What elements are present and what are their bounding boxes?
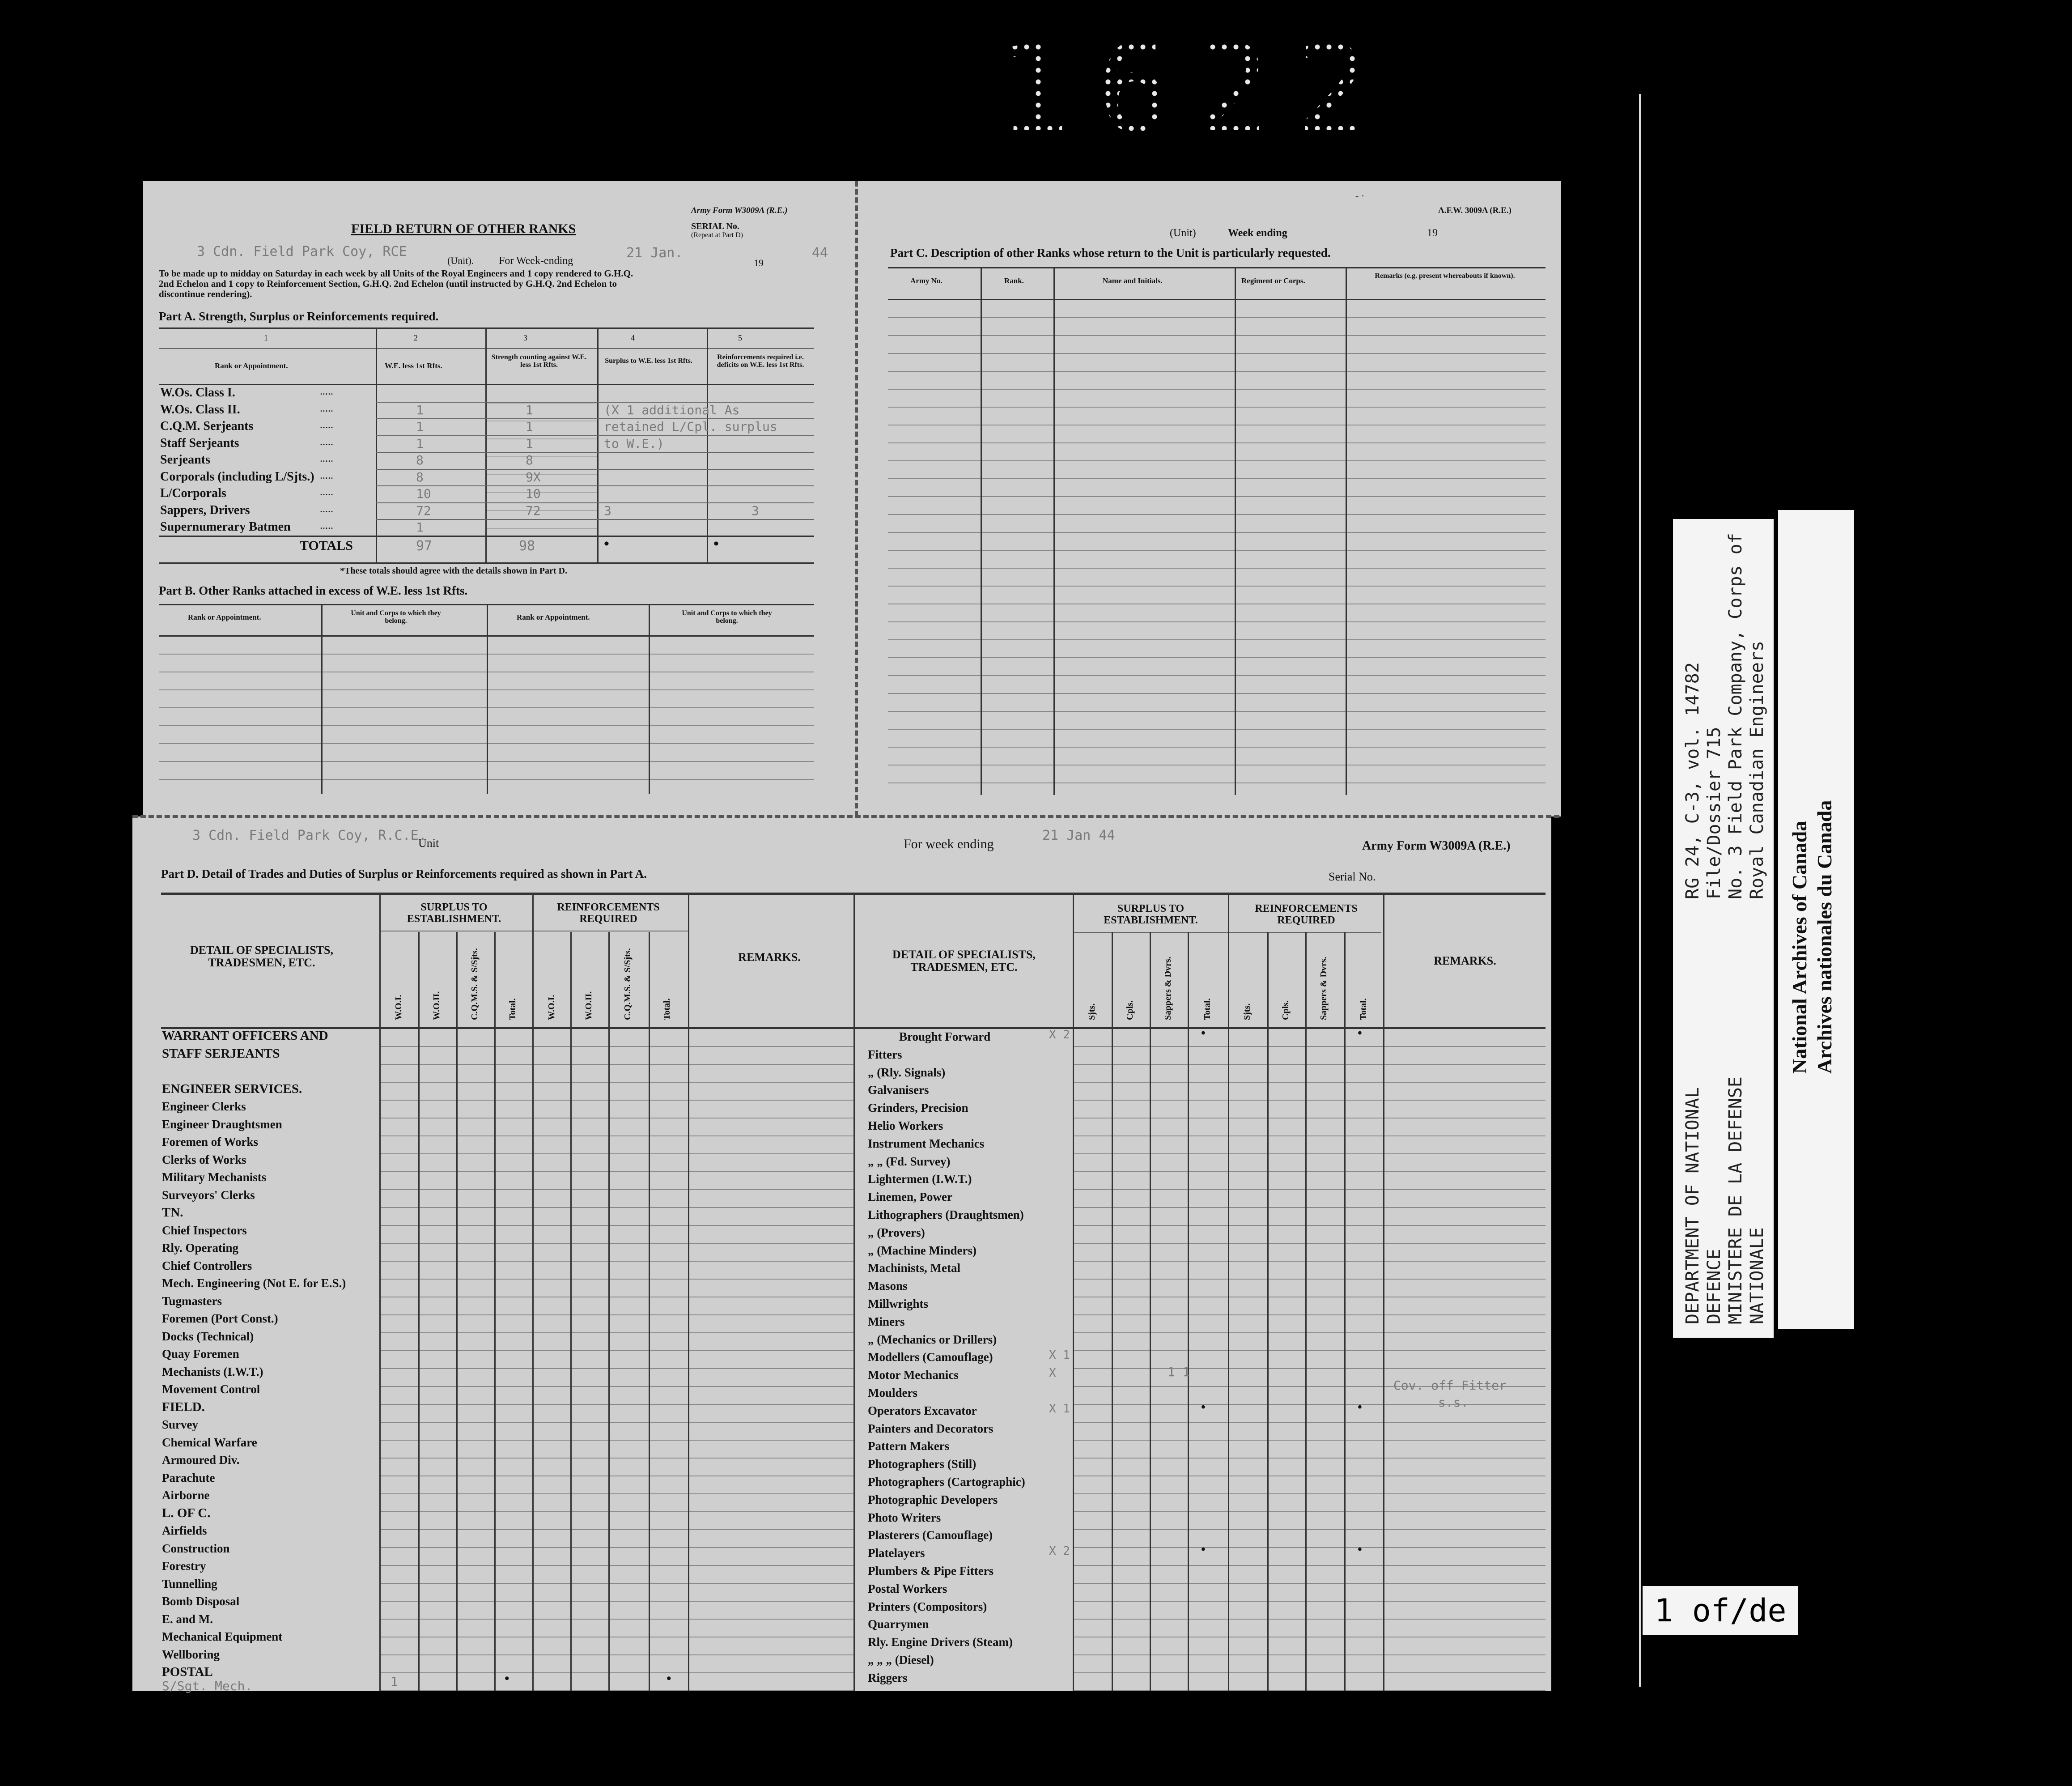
leader-dots: ..... (320, 436, 333, 448)
part-d-left-typed-last: S/Sgt. Mech. (162, 1679, 253, 1693)
part-a-reinf: 3 (752, 503, 759, 518)
part-c-head-rank: Rank. (1004, 276, 1024, 285)
part-d-right-row: Millwrights (868, 1297, 928, 1310)
part-d-left-list (162, 1027, 377, 1681)
part-d-week-label: For week ending (904, 837, 994, 851)
part-d-left-row: Foremen of Works (162, 1135, 258, 1148)
frame-number: 1622 (998, 18, 1396, 159)
part-a-col-5: 5 (738, 333, 742, 342)
part-a-surplus: 3 (604, 503, 611, 518)
part-d-left-row: Rly. Operating (162, 1241, 239, 1254)
part-d-left-row: WARRANT OFFICERS AND (162, 1029, 328, 1043)
leader-dots: ..... (320, 386, 333, 397)
part-a-total-sur: • (604, 536, 609, 552)
part-a-strength: 1 (526, 402, 533, 417)
part-d-remark-typed-1: Cov. off Fitter (1393, 1378, 1507, 1393)
part-d-left-row: Clerks of Works (162, 1152, 246, 1166)
part-d-right-row: Lightermen (I.W.T.) (868, 1172, 972, 1186)
part-d-column-rule (379, 893, 381, 1691)
part-d-right-row: Pattern Makers (868, 1439, 950, 1453)
part-d-right-row: „ (Machine Minders) (868, 1243, 977, 1257)
part-d-left-row: Engineer Draughtsmen (162, 1117, 282, 1131)
part-d-right-row: Photographic Developers (868, 1493, 998, 1506)
part-d-left-head: DETAIL OF SPECIALISTS, TRADESMEN, ETC. (190, 944, 334, 969)
part-d-left-row: Chief Inspectors (162, 1223, 247, 1237)
part-b-head-4: Unit and Corps to which they belong. (682, 609, 772, 625)
part-a-total-str: 98 (519, 538, 535, 554)
part-c-unit-label: (Unit) (1170, 227, 1196, 239)
archive-institution-text: National Archives of Canada Archives nationales du Canada (1788, 800, 1836, 1074)
part-d-right-head: DETAIL OF SPECIALISTS, TRADESMEN, ETC. (892, 948, 1036, 974)
part-b-head-1: Rank or Appointment. (188, 613, 261, 621)
part-d-right-lines (1073, 1029, 1546, 1691)
part-d-subcolumn-label: Total. (662, 998, 672, 1020)
part-d-column-rule (1150, 932, 1151, 1691)
part-d-typed-total: • (1201, 1400, 1206, 1414)
leader-dots: ..... (320, 520, 333, 532)
part-d-title: Part D. Detail of Trades and Duties of Surplus or Reinforcements required as shown in Part A. (161, 867, 647, 880)
part-d-right-row: Postal Workers (868, 1582, 947, 1595)
part-d-right-row: Machinists, Metal (868, 1261, 960, 1275)
part-a-strength: 10 (526, 486, 541, 501)
part-d-left-row: Mechanists (I.W.T.) (162, 1365, 263, 1378)
part-d-subcolumn-label: Sjts. (1087, 1003, 1097, 1020)
part-d-right-row: Masons (868, 1279, 908, 1293)
part-d-army-form: Army Form W3009A (R.E.) (1362, 839, 1511, 853)
part-a-col-4: 4 (631, 333, 635, 342)
part-d-week-typed: 21 Jan 44 (1042, 828, 1115, 843)
part-d-right-row: Photographers (Cartographic) (868, 1475, 1025, 1488)
part-d-column-rule (570, 932, 572, 1691)
part-d-subcolumn-label: Total. (1202, 998, 1212, 1020)
part-d-right-row: Printers (Compositors) (868, 1599, 987, 1613)
part-d-column-rule (1344, 932, 1346, 1691)
part-d-left-row: TN. (162, 1205, 183, 1220)
part-d-column-rule (649, 932, 650, 1691)
part-d-left-row: Tugmasters (162, 1294, 222, 1308)
part-d-typed-total: 1 1 (1168, 1365, 1190, 1380)
part-d-right-row: Grinders, Precision (868, 1101, 968, 1115)
part-d-left-row: Surveyors' Clerks (162, 1188, 255, 1202)
part-c-week-label: Week ending (1228, 227, 1287, 239)
part-d-column-rule (853, 893, 855, 1691)
part-a-title: Part A. Strength, Surplus or Reinforcements required. (159, 310, 439, 323)
part-d-right-row: „ (Mechanics or Drillers) (868, 1332, 997, 1346)
part-d-left-row: Bomb Disposal (162, 1595, 240, 1608)
part-a-bottom-rule (159, 562, 814, 564)
part-a-we: 1 (416, 419, 424, 434)
part-d-left-row: L. OF C. (162, 1505, 211, 1520)
part-d-column-rule (688, 893, 689, 1691)
serial-label: SERIAL No. (691, 221, 739, 231)
part-d-right-list (868, 1028, 1071, 1687)
army-form-ref: Army Form W3009A (R.E.) (691, 206, 788, 215)
part-d-left-row: Mechanical Equipment (162, 1630, 283, 1643)
part-a-head-we: W.E. less 1st Rfts. (385, 361, 442, 370)
part-d-column-rule (1188, 932, 1189, 1691)
part-d-column-rule (1228, 893, 1229, 1691)
part-d-left-row: Military Mechanists (162, 1170, 267, 1184)
part-d-subcolumn-label: Sjts. (1242, 1003, 1252, 1020)
part-a-we: 10 (416, 486, 431, 501)
part-d-subcolumn-label: Total. (508, 998, 518, 1020)
week-typed: 21 Jan. (626, 245, 683, 261)
part-d-left-row: Parachute (162, 1471, 215, 1484)
part-d-left-row: Docks (Technical) (162, 1329, 254, 1343)
part-d-right-row: Helio Workers (868, 1118, 943, 1132)
part-d-right-reinf-head: REINFORCEMENTS REQUIRED (1255, 903, 1358, 926)
part-d-left-row: Engineer Clerks (162, 1100, 246, 1113)
leader-dots: ..... (320, 402, 333, 414)
part-d-column-rule (1267, 932, 1269, 1691)
part-d-right-row: Photographers (Still) (868, 1457, 977, 1471)
part-d-unit-label: Unit (418, 837, 439, 850)
part-d-left-row: Construction (162, 1541, 230, 1555)
part-a-row-line (376, 502, 814, 503)
part-a-rank: Staff Serjeants (160, 436, 239, 450)
part-d-column-rule (494, 932, 496, 1691)
part-d-left-typed-1: 1 (391, 1674, 398, 1689)
part-a-we: 1 (416, 520, 424, 535)
part-d-left-lines (379, 1029, 853, 1691)
leader-dots: ..... (320, 453, 333, 464)
part-a-head-surplus: Surplus to W.E. less 1st Rfts. (605, 357, 692, 365)
part-d-typed-mark: X 1 (1049, 1348, 1070, 1362)
part-c-title: Part C. Description of other Ranks whose return to the Unit is particularly requested. (890, 246, 1331, 259)
part-d-remark-typed-2: s.s. (1438, 1395, 1469, 1410)
part-d-column-rule (456, 932, 458, 1691)
part-d-left-row: POSTAL (162, 1665, 213, 1679)
part-a-row-line (376, 452, 814, 453)
part-a-strength: 1 (526, 436, 533, 451)
part-d-left-row: Forestry (162, 1559, 206, 1573)
part-a-head-strength: Strength counting against W.E. less 1st Rfts. (491, 353, 587, 369)
part-b-vr-1 (321, 604, 323, 794)
part-c-head-army-no: Army No. (910, 276, 943, 285)
serial-note: (Repeat at Part D) (691, 231, 743, 239)
part-c-vr-3 (1235, 267, 1236, 795)
part-d-subcolumn-label: W.O.I. (394, 995, 403, 1020)
part-d-column-rule (1073, 893, 1074, 1691)
part-d-right-row: Motor Mechanics (868, 1368, 959, 1382)
part-d-left-remarks-head: REMARKS. (738, 951, 801, 964)
unit-typed: 3 Cdn. Field Park Coy, RCE (197, 244, 407, 259)
perforation-dots: - · (1355, 190, 1365, 201)
part-a-row-line (376, 402, 814, 403)
part-a-strength-hatch (487, 386, 597, 536)
part-d-subcolumn-label: Cpls. (1281, 1000, 1291, 1020)
year-typed: 44 (812, 245, 828, 261)
part-c-head-regiment: Regiment or Corps. (1241, 276, 1305, 285)
part-d-right-row: Operators Excavator (868, 1403, 977, 1417)
part-d-subcolumn-label: Total. (1359, 998, 1368, 1020)
part-d-right-remarks-head: REMARKS. (1434, 954, 1496, 967)
part-a-strength: 9X (526, 469, 541, 485)
part-a-strength: 1 (526, 419, 533, 434)
part-d-subcolumn-label: W.O.II. (432, 991, 442, 1020)
part-d-right-row: Linemen, Power (868, 1190, 952, 1204)
part-a-surplus: to W.E.) (604, 436, 664, 451)
part-a-row-line (376, 519, 814, 520)
part-a-strength: 72 (526, 503, 541, 518)
part-d-right-row: Moulders (868, 1386, 917, 1399)
week-label: For Week-ending (499, 255, 573, 267)
part-a-col-1: 1 (264, 333, 268, 342)
part-a-rank: Serjeants (160, 453, 210, 467)
part-d-left-row: Survey (162, 1418, 198, 1431)
part-d-right-row: Riggers (868, 1671, 908, 1684)
part-d-left-row: Mech. Engineering (Not E. for E.S.) (162, 1276, 346, 1290)
part-d-right-row: Instrument Mechanics (868, 1136, 985, 1150)
year-print: 19 (754, 257, 764, 268)
unit-label: (Unit). (447, 255, 474, 266)
part-d-left-row: Wellboring (162, 1647, 220, 1661)
leader-dots: ..... (320, 503, 333, 515)
part-d-subcolumn-label: Cpls. (1125, 1000, 1135, 1020)
part-d-left-reinf-head: REINFORCEMENTS REQUIRED (557, 902, 660, 925)
part-c-top-rule (888, 267, 1546, 268)
part-c-head-remarks: Remarks (e.g. present whereabouts if known). (1375, 272, 1515, 280)
leader-dots: ..... (320, 469, 333, 481)
part-d-right-row: Modellers (Camouflage) (868, 1350, 993, 1364)
part-d-column-rule (418, 932, 420, 1691)
part-d-column-rule (532, 893, 534, 1691)
part-d-left-row: Tunnelling (162, 1577, 217, 1590)
part-d-left-row: ENGINEER SERVICES. (162, 1081, 302, 1096)
part-d-right-row: Miners (868, 1314, 905, 1328)
part-a-col-3: 3 (523, 333, 527, 342)
part-d-left-row: Foremen (Port Const.) (162, 1312, 278, 1325)
part-d-column-rule (1383, 893, 1384, 1691)
part-d-right-row: „ „ „ (Diesel) (868, 1653, 934, 1667)
leader-dots: ..... (320, 486, 333, 498)
part-a-rank: Sappers, Drivers (160, 503, 250, 517)
part-d-left-row: Chemical Warfare (162, 1435, 257, 1449)
part-d-left-row: Quay Foremen (162, 1347, 239, 1361)
part-a-surplus: retained L/Cpl. surplus (604, 419, 777, 434)
part-a-totals-label: TOTALS (300, 538, 353, 553)
part-d-subcolumn-label: C.Q.M.S. & S/Sjts. (623, 948, 633, 1020)
perforation-vertical (855, 181, 858, 816)
part-a-row-line (376, 435, 814, 436)
part-d-subcolumn-label: W.O.II. (584, 991, 594, 1020)
part-d-right-row: „ (Rly. Signals) (868, 1065, 946, 1079)
part-d-right-row: Painters and Decorators (868, 1421, 994, 1435)
archive-reference-text: RG 24, C-3, vol. 14782 File/Dossier 715 No. 3 Field Park Company, Corps of Royal Canadian Engineers (1682, 533, 1767, 899)
part-d-typed-total: • (1201, 1026, 1206, 1040)
part-d-column-rule (1112, 932, 1113, 1691)
part-a-rank: Corporals (including L/Sjts.) (160, 469, 314, 484)
part-d-right-row: Lithographers (Draughtsmen) (868, 1208, 1024, 1221)
part-d-left-row: Airfields (162, 1524, 207, 1537)
part-c-lines (888, 300, 1546, 792)
part-c-vr-4 (1346, 267, 1347, 795)
part-b-vr-2 (487, 604, 488, 794)
perforation-horizontal (132, 815, 1559, 818)
part-a-we: 1 (416, 402, 424, 417)
part-d-right-row: Photo Writers (868, 1510, 941, 1524)
part-c-vr-2 (1053, 267, 1055, 795)
part-d-left-row (162, 1063, 377, 1080)
part-d-subcolumn-label: Sappers & Dvrs. (1163, 957, 1173, 1020)
afw-form-ref: A.F.W. 3009A (R.E.) (1438, 206, 1512, 215)
part-d-subcolumn-label: W.O.I. (547, 995, 556, 1020)
part-d-unit-typed: 3 Cdn. Field Park Coy, R.C.E. (192, 828, 427, 843)
film-edge-line (1639, 94, 1641, 1687)
part-d-typed-mark: X 2 (1049, 1544, 1070, 1558)
part-a-row-line (376, 469, 814, 470)
part-a-rank: W.Os. Class II. (160, 402, 240, 417)
part-d-right-row: Fitters (868, 1047, 902, 1061)
part-d-column-rule (1305, 932, 1307, 1691)
totals-note: *These totals should agree with the details shown in Part D. (340, 566, 567, 576)
page-marker: 1 of/de (1643, 1586, 1798, 1635)
part-d-typed-total: • (1358, 1026, 1362, 1040)
part-d-right-sub-rule (1073, 932, 1381, 933)
part-a-col-2: 2 (414, 333, 418, 342)
part-a-we: 1 (416, 436, 424, 451)
part-d-typed-total: • (1201, 1543, 1206, 1557)
part-d-subcolumn-label: Sappers & Dvrs. (1319, 957, 1329, 1020)
part-d-left-row: Airborne (162, 1488, 210, 1502)
part-d-left-typed-2: • (505, 1671, 510, 1686)
part-b-title: Part B. Other Ranks attached in excess of W.E. less 1st Rfts. (159, 584, 468, 597)
part-a-row-line (376, 485, 814, 486)
part-d-right-row: Plumbers & Pipe Fitters (868, 1564, 994, 1578)
part-a-we: 8 (416, 453, 424, 468)
part-a-surplus: (X 1 additional As (604, 402, 740, 417)
form-title: FIELD RETURN OF OTHER RANKS (351, 221, 576, 236)
part-b-head-3: Rank or Appointment. (517, 613, 590, 621)
part-d-left-row: Chief Controllers (162, 1259, 252, 1272)
instructions: To be made up to midday on Saturday in each week by all Units of the Royal Engineers and 1 copy rendered to G.H.Q. 2nd Echelon and 1 copy to Reinforcement Section, G.H.Q. 2nd Echelon (until instructed by G.H.Q. 2nd Echelon to discontinue rendering). (159, 268, 633, 299)
part-d-left-surplus-head: SURPLUS TO ESTABLISHMENT. (407, 902, 501, 925)
part-d-typed-total: • (1358, 1543, 1362, 1557)
part-d-typed-mark: X (1049, 1366, 1056, 1380)
part-d-left-row: Movement Control (162, 1382, 260, 1396)
part-a-total-rein: • (713, 536, 719, 552)
part-d-typed-total: • (1358, 1400, 1362, 1414)
part-c-head-name: Name and Initials. (1103, 276, 1163, 285)
part-a-vr-3 (597, 327, 599, 564)
part-a-total-we: 97 (416, 538, 433, 554)
part-c-year: 19 (1427, 227, 1438, 239)
part-d-right-row: Platelayers (868, 1546, 925, 1560)
part-a-vr-4 (707, 327, 708, 564)
part-b-vr-3 (649, 604, 650, 794)
part-d-typed-mark: X 2 (1049, 1028, 1070, 1042)
leader-dots: ..... (320, 419, 333, 431)
part-d-right-row: Plasterers (Camouflage) (868, 1528, 993, 1542)
part-d-right-row: „ „ (Fd. Survey) (868, 1154, 951, 1168)
part-a-rank: L/Corporals (160, 486, 226, 500)
part-d-column-rule (608, 932, 610, 1691)
part-d-subcolumn-label: C.Q.M.S. & S/Sjts. (470, 948, 480, 1020)
part-a-head-reinf: Reinforcements required i.e. deficits on W.E. less 1st Rfts. (717, 353, 804, 369)
part-d-right-row: „ (Provers) (868, 1225, 925, 1239)
part-d-left-row: STAFF SERJEANTS (162, 1046, 280, 1061)
part-c-vr-1 (981, 267, 982, 795)
part-d-serial: Serial No. (1329, 870, 1376, 883)
part-a-rank: Supernumerary Batmen (160, 520, 291, 534)
part-d-right-row: Brought Forward (899, 1030, 991, 1043)
part-a-head-rank: Rank or Appointment. (215, 361, 288, 370)
part-b-head-2: Unit and Corps to which they belong. (351, 609, 441, 625)
part-d-right-row: Galvanisers (868, 1083, 929, 1097)
part-d-right-row: Quarrymen (868, 1617, 929, 1631)
part-d-left-row: Armoured Div. (162, 1453, 240, 1467)
part-a-rank: C.Q.M. Serjeants (160, 419, 254, 433)
archive-label-text: DEPARTMENT OF NATIONAL DEFENCE MINISTERE DE LA DEFENSE NATIONALE (1682, 1076, 1767, 1324)
part-a-strength: 8 (526, 453, 533, 468)
part-d-typed-mark: X 1 (1049, 1402, 1070, 1416)
part-d-left-row: FIELD. (162, 1399, 205, 1414)
part-d-right-surplus-head: SURPLUS TO ESTABLISHMENT. (1104, 903, 1198, 926)
part-d-left-typed-3: • (667, 1671, 671, 1686)
part-a-we: 8 (416, 469, 424, 485)
part-d-left-row: E. and M. (162, 1612, 213, 1626)
part-a-we: 72 (416, 503, 431, 518)
part-a-rank: W.Os. Class I. (160, 386, 235, 400)
part-a-vr-1 (376, 327, 377, 564)
part-d-right-row: Rly. Engine Drivers (Steam) (868, 1635, 1013, 1649)
